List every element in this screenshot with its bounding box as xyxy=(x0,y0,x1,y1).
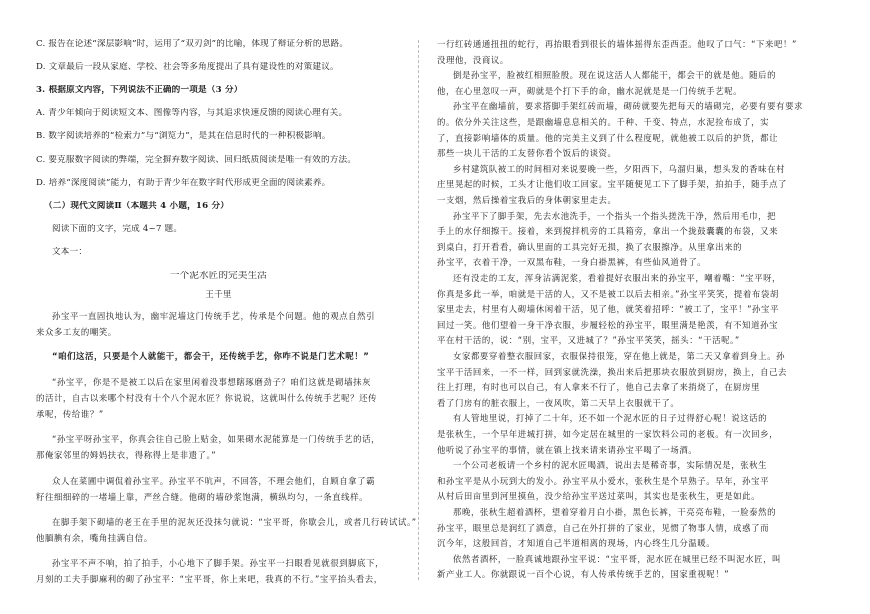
paragraph-line: 了，直接影响墙体的质量。他的完美主义到了什么程度呢，就他被工以后的护货，都让 xyxy=(437,132,779,143)
column-divider xyxy=(418,40,419,580)
option-c-analysis: C. 报告在论述“深层影响”时，运用了“双刃剑”的比喻，体现了辩证分析的思路。 xyxy=(36,39,349,49)
option-b: B. 数字阅读培养的“检索力”与“浏览力”，是其在信息时代的一种积极影响。 xyxy=(36,131,331,141)
paragraph-line: 手上的水仔细擦干。接着，来到搅拌机旁的工具箱旁，拿出一个拢鼓囊囊的布袋，又来 xyxy=(437,226,779,237)
paragraph-line: 在脚手架下砌墙的老王在手里的泥灰还没抹匀就说：“宝平哥，你歇会儿，或者几行砖试试。” xyxy=(52,517,417,527)
paragraph-line: 宝平干活回来，一不一样，回到家就洗澡，换出来后把那块衣服放到厨房，换上，自己去 xyxy=(437,366,788,377)
paragraph-line: 众人在菜圃中调侃着孙宝平。孙宝平不吭声，不回答，不理会他们，自顾自拿了霸 xyxy=(52,476,376,486)
dialogue-line: “孙宝平，你是不是被工以后在家里闲着没事想瞎琢磨劲子？咱们这就是砌墙抹灰 xyxy=(52,377,372,387)
article-title: 一个泥水匠的完美生活 xyxy=(169,271,267,281)
option-c: C. 要克服数字阅读的弊端，完全摒弃数字阅读、回归纸质阅读是唯一有效的方法。 xyxy=(36,155,357,165)
paragraph-line: 你真是多此一举，咱就是干活的人，又不是被工以后去相亲。”孙宝平笑笑，提着布袋胡 xyxy=(437,288,779,299)
paragraph-line: 孙宝平，眼里总是润红了酒意，自己在外打拼的了家业，见惯了物事人情，成惑了而 xyxy=(437,522,770,533)
paragraph-line: 孙宝平下了脚手架，先去水池洗手，一个指头一个指头搓洗干净，然后用毛巾，把 xyxy=(453,210,777,221)
option-a: A. 青少年倾向于阅读短文本、图像等内容，与其追求快速反馈的阅读心理有关。 xyxy=(36,108,348,118)
paragraph-line: 没理他，没商议。 xyxy=(437,54,509,65)
paragraph-line: 平在村干活的，说：“别，宝平，又进城了？”孙宝平笑笑，摇头：“干活呢。” xyxy=(437,335,740,346)
option-d-analysis: D. 文章最后一段从家庭、学校、社会等多角度提出了具有建设性的对策建议。 xyxy=(36,62,339,72)
paragraph-line: 一支烟，然后操着宝我后的身体朝家里走去。 xyxy=(437,195,617,205)
paragraph-line: 依然者酒杯，一脸真诚地跟孙宝平说：“宝平哥，泥水匠在城里已经不叫泥水匠，叫 xyxy=(453,553,782,564)
dialogue-line: 那俺家邻里的姆妈扶衣，得称得上是非遗了。” xyxy=(36,450,217,460)
paragraph-line: 往上打理，有时也可以自己，有人拿来不行了，他自己去拿了来捎烧了，在厨房里 xyxy=(437,382,761,393)
paragraph-line: 是张秋生，一个早年进城打拼，如今定居在城里的一家饮料公司的老板。有一次回乡， xyxy=(437,429,779,439)
paragraph-line: 还有没走的工友，浑身沾满泥浆，看着提好衣服出来的孙宝平，嘲着嘴：“宝平呀， xyxy=(453,273,782,283)
paragraph-line: 一个公司老板请一个乡村的泥水匠喝酒，说出去是稀奇事，实际情况是，张秋生 xyxy=(453,460,768,471)
paragraph-line: 的。依分外关注这些，是跟幽墙息息相关的。千种、千变、特点，水泥捡布成了，实 xyxy=(437,117,770,127)
paragraph-line: 到桌白，打开看看，确认里面的工具完好无损，换了衣服擦净。从里拿出来的 xyxy=(437,241,743,252)
paragraph-line: 沉今年，这般回首，才知道自己半道相离的现场，内心终生几分温暖。 xyxy=(437,538,716,549)
paragraph-line: 那些一块儿干活的工友替你看个饭后的谈资。 xyxy=(437,148,617,159)
paragraph-line: 女家都要穿着整衣服回家，衣服保持很笼，穿在他上就是，第二天又拿着到身上。孙 xyxy=(453,351,786,361)
paragraph-line: 孙宝平在幽墙前，要求搭脚手架红砖而墙，砌砖就要先把每天的墙砌完，必要有要有要求 xyxy=(453,101,804,112)
paragraph-line: 那晚，张秋生超着酒杯，望着穿着月白小褂，黑色长裤，干亮亮布鞋，一脸泰然的 xyxy=(453,507,777,517)
paragraph-line: 一行红砖通通扭扭的蛇行，再抬眼看到很长的墙体摇得东歪西歪。他叹了口气：“下来吧！” xyxy=(437,39,797,49)
article-author: 王千里 xyxy=(205,290,232,300)
question-3: 3. 根据原文内容，下列说法不正确的一项是（3 分） xyxy=(36,85,243,95)
dialogue-line: “孙宝平呀孙宝平，你真会往自己脸上贴金，如果砌水泥能算是一门传统手艺的话， xyxy=(52,434,381,444)
paragraph-line: 孙宝平一直固执地认为，幽牢泥墙这门传统手艺，传承是个问题。他的观点自然引 xyxy=(52,311,376,321)
paragraph-line: 月刻的工夫手脚麻利的砌了孙宝平：“宝平哥，你上来吧，我真的不行。”宝平抬头看去， xyxy=(36,574,383,584)
text-one-label: 文本一： xyxy=(52,247,88,257)
paragraph-line: 孙宝平，衣着干净，一双黑布鞋，一身白褂黑裤，有些仙风道骨了。 xyxy=(437,257,707,268)
dialogue-line: “咱们这活，只要是个人就能干，都会干，还传统手艺，你咋不说是门艺术呢！” xyxy=(52,351,370,361)
option-d: D. 培养“深度阅读”能力，有助于青少年在数字时代形成更全面的阅读素养。 xyxy=(36,178,331,188)
dialogue-line: 的活计，自古以来哪个村没有十个八个泥水匠？你说说，这就叫什么传统手艺呢？还传 xyxy=(36,393,378,403)
paragraph-line: 籽往细细碎的一堵墙上靠，严丝合缝。他砌的墙砂浆饱满，横纵均匀，一条直线样。 xyxy=(36,492,369,502)
paragraph-line: 新产业工人。你就跟说一百个心说，有人传承传统手艺的，国家重视呢！” xyxy=(437,569,730,580)
paragraph-line: 他听说了孙宝平的事情，就在镇上找来请来请孙宝平喝了一场酒。 xyxy=(437,444,698,455)
dialogue-line: 承呢，传给谁？” xyxy=(36,409,104,419)
paragraph-line: 和孙宝平是从小玩到大的发小。孙宝平从小爱水，张秋生是个早熟子。早年，孙宝平 xyxy=(437,475,770,486)
paragraph-line: 从村后田亩里到河里摸鱼，没少给孙宝平送过菜叫，其实也是张秋生，更是如此。 xyxy=(437,491,761,502)
paragraph-line: 乡村建筑队被工的时间相对来说要晚一些，夕阳西下，乌溜归巢，想头发的香味在村 xyxy=(453,163,786,174)
reading-instruction: 阅读下面的文字，完成 4~7 题。 xyxy=(52,224,183,234)
paragraph-line: 倒是孙宝平，脸被红相照脸殷。现在说这活人人都能干，都会干的就是他。随后的 xyxy=(453,70,777,81)
paragraph-line: 孙宝平不声不响，拍了拍手，小心地下了脚手架。孙宝平一扫眼看见就很到脚底下， xyxy=(52,558,385,568)
section-heading: （二）现代文阅读Ⅱ（本题共 4 小题，16 分） xyxy=(44,201,230,211)
paragraph-line: 他腼腆有余，嘴角挂满自信。 xyxy=(36,533,153,543)
paragraph-line: 庄里晃起的时候，工头才让他们收工回家。宝平随便见工下了脚手架，拍拍手，随手点了 xyxy=(437,179,788,190)
paragraph-line: 有人管地里说，打掉了二十年，还不如一个泥水匠的日子过得舒心呢！说这话的 xyxy=(453,413,768,424)
paragraph-line: 他，在心里忽叹一声，砌就是个打下手的命，幽水泥就是是一门传统手艺呢。 xyxy=(437,85,743,96)
paragraph-line: 看了门房有的脏衣服上，一夜风吹，第二天早上衣服就干了。 xyxy=(437,397,680,408)
paragraph-line: 来众多工友的嘲笑。 xyxy=(36,327,117,337)
paragraph-line: 回过一笑。他们望着一身干净衣服，步履轻松的孙宝平，眼里满是艳羡，有不知道孙宝 xyxy=(437,319,779,330)
paragraph-line: 家里走去，村里有人砌墙休闲着干活，见了他，就笑着招呼：“被工了，宝平！”孙宝平 xyxy=(437,304,779,315)
